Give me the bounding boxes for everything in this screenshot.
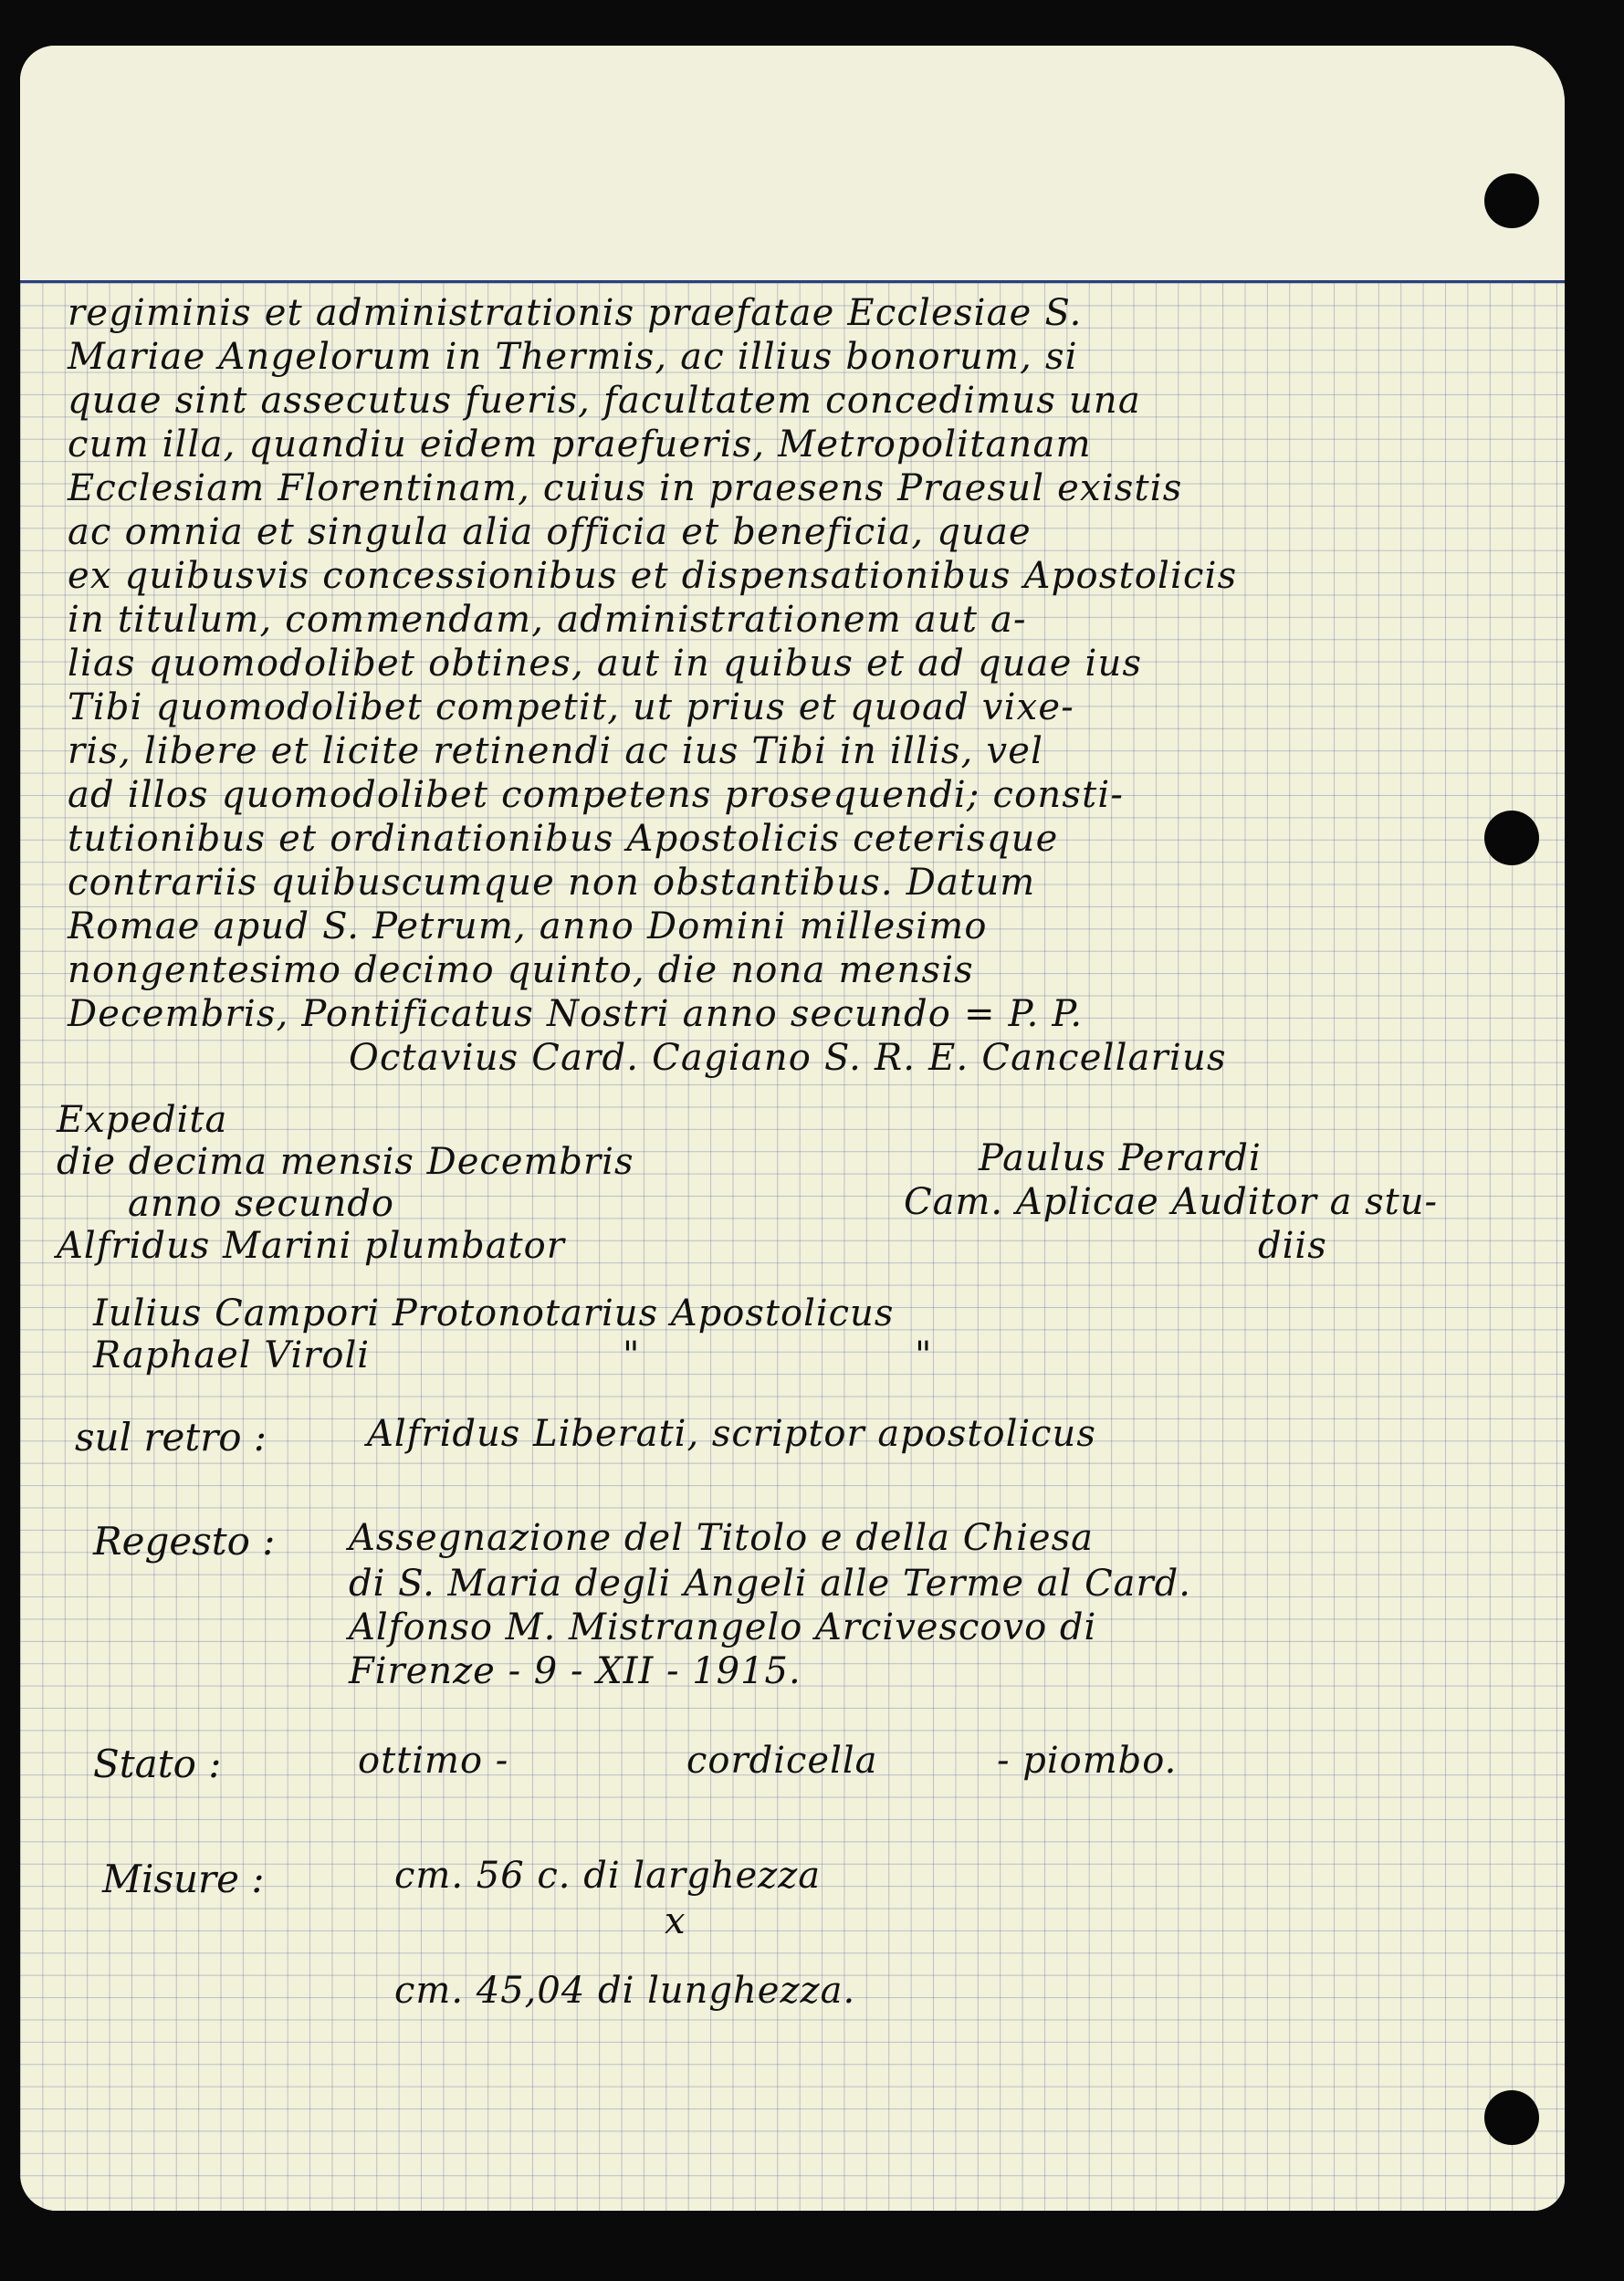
misure-width: cm. 56 c. di larghezza — [394, 1855, 822, 1897]
bull-line: cum illa, quandiu eidem praefueris, Metropolitanam — [68, 424, 1092, 466]
plumbator-line: Alfridus Marini plumbator — [57, 1225, 565, 1267]
bull-line: nongentesimo decimo quinto, die nona mensis — [68, 949, 974, 991]
bull-line: lias quomodolibet obtines, aut in quibus et ad quae ius — [68, 643, 1143, 685]
auditor-name: Paulus Perardi — [979, 1137, 1262, 1179]
stato-item: - piombo. — [997, 1740, 1178, 1782]
auditor-title-continued: diis — [1258, 1225, 1327, 1267]
chancellor-signature-line: Octavius Card. Cagiano S. R. E. Cancellarius — [349, 1037, 1227, 1079]
bull-line: Decembris, Pontificatus Nostri anno secundo = P. P. — [68, 993, 1084, 1035]
bull-line: Mariae Angelorum in Thermis, ac illius bonorum, si — [68, 336, 1078, 378]
punch-hole-middle — [1484, 811, 1539, 865]
retro-value: Alfridus Liberati, scriptor apostolicus — [367, 1413, 1096, 1455]
bull-line: ex quibusvis concessionibus et dispensationibus Apostolicis — [68, 555, 1238, 597]
bull-line: tutionibus et ordinationibus Apostolicis ceterisque — [68, 818, 1059, 860]
bull-line: in titulum, commendam, administrationem aut a- — [68, 599, 1027, 641]
bull-line: Tibi quomodolibet competit, ut prius et quoad vixe- — [68, 686, 1074, 728]
misure-cross-mark: x — [665, 1900, 686, 1942]
stato-label: Stato : — [93, 1742, 222, 1786]
ditto-mark: " — [623, 1334, 641, 1376]
bull-line: ris, libere et licite retinendi ac ius Tibi in illis, vel — [68, 730, 1044, 772]
stato-item: cordicella — [686, 1740, 878, 1782]
misure-label: Misure : — [102, 1857, 265, 1901]
expedita-year-line: anno secundo — [128, 1183, 394, 1225]
expedita-title: Expedita — [57, 1099, 228, 1141]
bull-line: Ecclesiam Florentinam, cuius in praesens Praesul existis — [68, 467, 1183, 509]
punch-hole-bottom — [1484, 2090, 1539, 2145]
bull-line: contrariis quibuscumque non obstantibus. Datum — [68, 862, 1036, 904]
protonotary-second-name: Raphael Viroli — [93, 1334, 371, 1376]
bull-line: Romae apud S. Petrum, anno Domini millesimo — [68, 905, 988, 947]
misure-length: cm. 45,04 di lunghezza. — [394, 1970, 856, 2012]
punch-hole-top — [1484, 173, 1539, 228]
auditor-title: Cam. Aplicae Auditor a stu- — [904, 1181, 1439, 1223]
protonotary-line: Iulius Campori Protonotarius Apostolicus — [93, 1292, 895, 1334]
sheet-header-margin — [20, 46, 1565, 280]
regesto-label: Regesto : — [93, 1519, 276, 1564]
regesto-line: Firenze - 9 - XII - 1915. — [349, 1650, 802, 1692]
bull-line: ac omnia et singula alia officia et beneficia, quae — [68, 511, 1032, 553]
retro-label: sul retro : — [75, 1415, 267, 1460]
expedita-date-line: die decima mensis Decembris — [57, 1141, 634, 1183]
bull-line: regiminis et administrationis praefatae Ecclesiae S. — [68, 292, 1083, 334]
ditto-mark: " — [915, 1334, 933, 1376]
stato-item: ottimo - — [358, 1740, 509, 1782]
notebook-sheet — [20, 46, 1565, 2211]
bull-line: quae sint assecutus fueris, facultatem concedimus una — [68, 380, 1141, 422]
regesto-line: di S. Maria degli Angeli alle Terme al Card. — [349, 1563, 1191, 1605]
bull-line: ad illos quomodolibet competens prosequendi; consti- — [68, 774, 1125, 816]
regesto-line: Assegnazione del Titolo e della Chiesa — [349, 1517, 1094, 1559]
regesto-line: Alfonso M. Mistrangelo Arcivescovo di — [349, 1606, 1097, 1648]
